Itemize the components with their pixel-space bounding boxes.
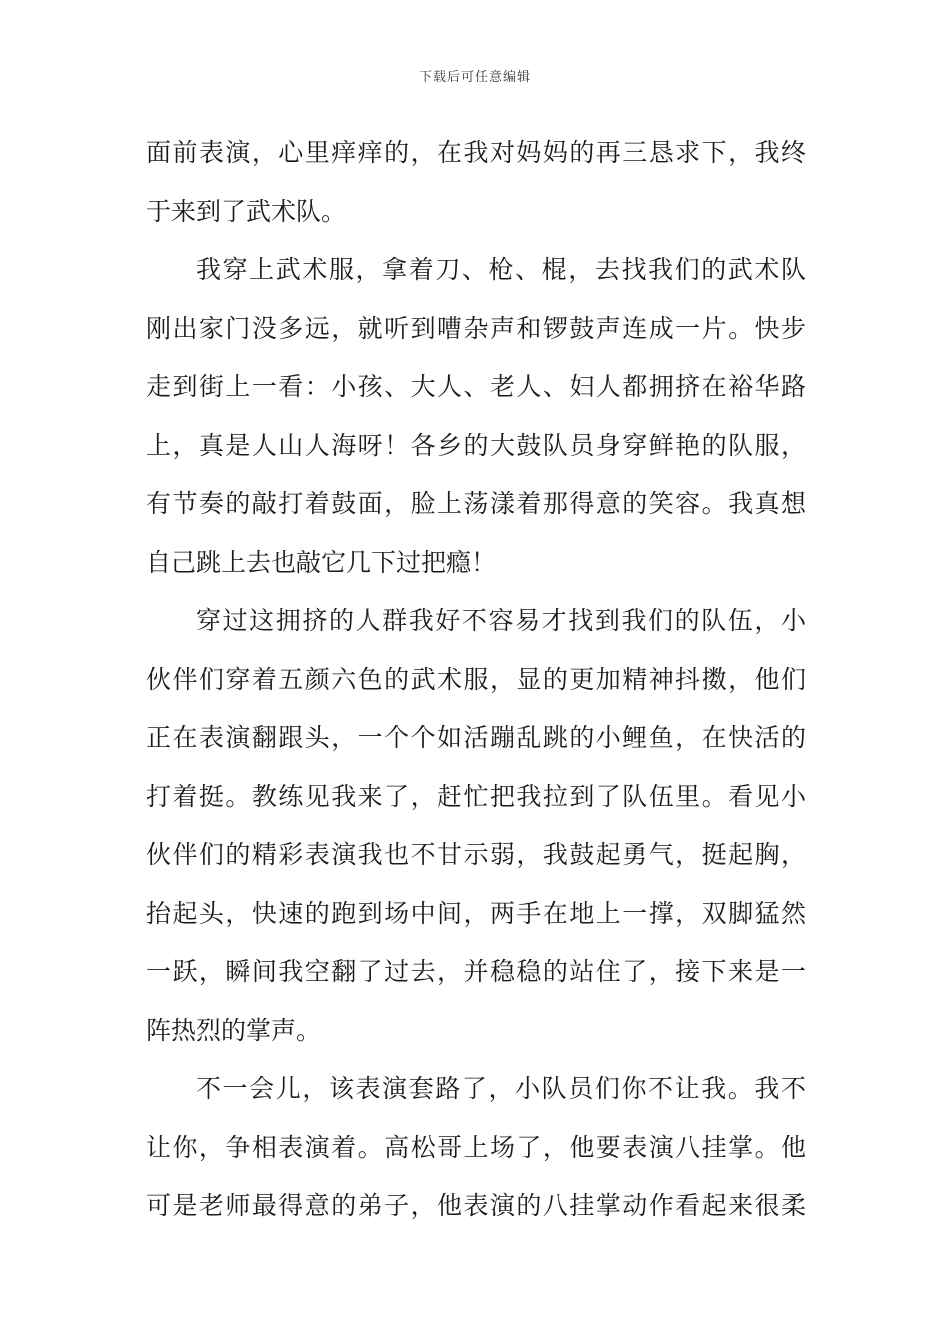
text-line: 面前表演，心里痒痒的，在我对妈妈的再三恳求下，我终 bbox=[146, 138, 806, 167]
text-line: 阵热烈的掌声。 bbox=[146, 1015, 322, 1045]
document-body bbox=[146, 124, 806, 1236]
text-line: 可是老师最得意的弟子，他表演的八挂掌动作看起来很柔 bbox=[146, 1191, 806, 1220]
text-line: 正在表演翻跟头，一个个如活蹦乱跳的小鲤鱼，在快活的 bbox=[146, 723, 806, 752]
text-line: 不一会儿，该表演套路了，小队员们你不让我。我不 bbox=[196, 1074, 806, 1103]
text-line: 一跃，瞬间我空翻了过去，并稳稳的站住了，接下来是一 bbox=[146, 957, 806, 986]
text-line: 于来到了武术队。 bbox=[146, 196, 347, 226]
text-line: 打着挺。教练见我来了，赶忙把我拉到了队伍里。看见小 bbox=[146, 781, 806, 811]
text-line: 穿过这拥挤的人群我好不容易才找到我们的队伍，小 bbox=[196, 606, 806, 635]
text-line: 上，真是人山人海呀！各乡的大鼓队员身穿鲜艳的队服， bbox=[146, 430, 806, 460]
text-line: 刚出家门没多远，就听到嘈杂声和锣鼓声连成一片。快步 bbox=[146, 313, 806, 343]
text-line: 有节奏的敲打着鼓面，脸上荡漾着那得意的笑容。我真想 bbox=[146, 489, 806, 518]
page-header: 下载后可任意编辑 bbox=[418, 70, 531, 85]
text-line: 抬起头，快速的跑到场中间，两手在地上一撑，双脚猛然 bbox=[146, 898, 806, 928]
text-line: 让你，争相表演着。高松哥上场了，他要表演八挂掌。他 bbox=[146, 1132, 806, 1162]
text-line: 自己跳上去也敲它几下过把瘾！ bbox=[146, 547, 497, 577]
text-line: 伙伴们的精彩表演我也不甘示弱，我鼓起勇气，挺起胸， bbox=[146, 840, 806, 869]
text-line: 我穿上武术服，拿着刀、枪、棍，去找我们的武术队 bbox=[196, 255, 806, 284]
text-line: 伙伴们穿着五颜六色的武术服，显的更加精神抖擞，他们 bbox=[146, 664, 806, 694]
text-line: 走到街上一看：小孩、大人、老人、妇人都拥挤在裕华路 bbox=[146, 372, 806, 401]
